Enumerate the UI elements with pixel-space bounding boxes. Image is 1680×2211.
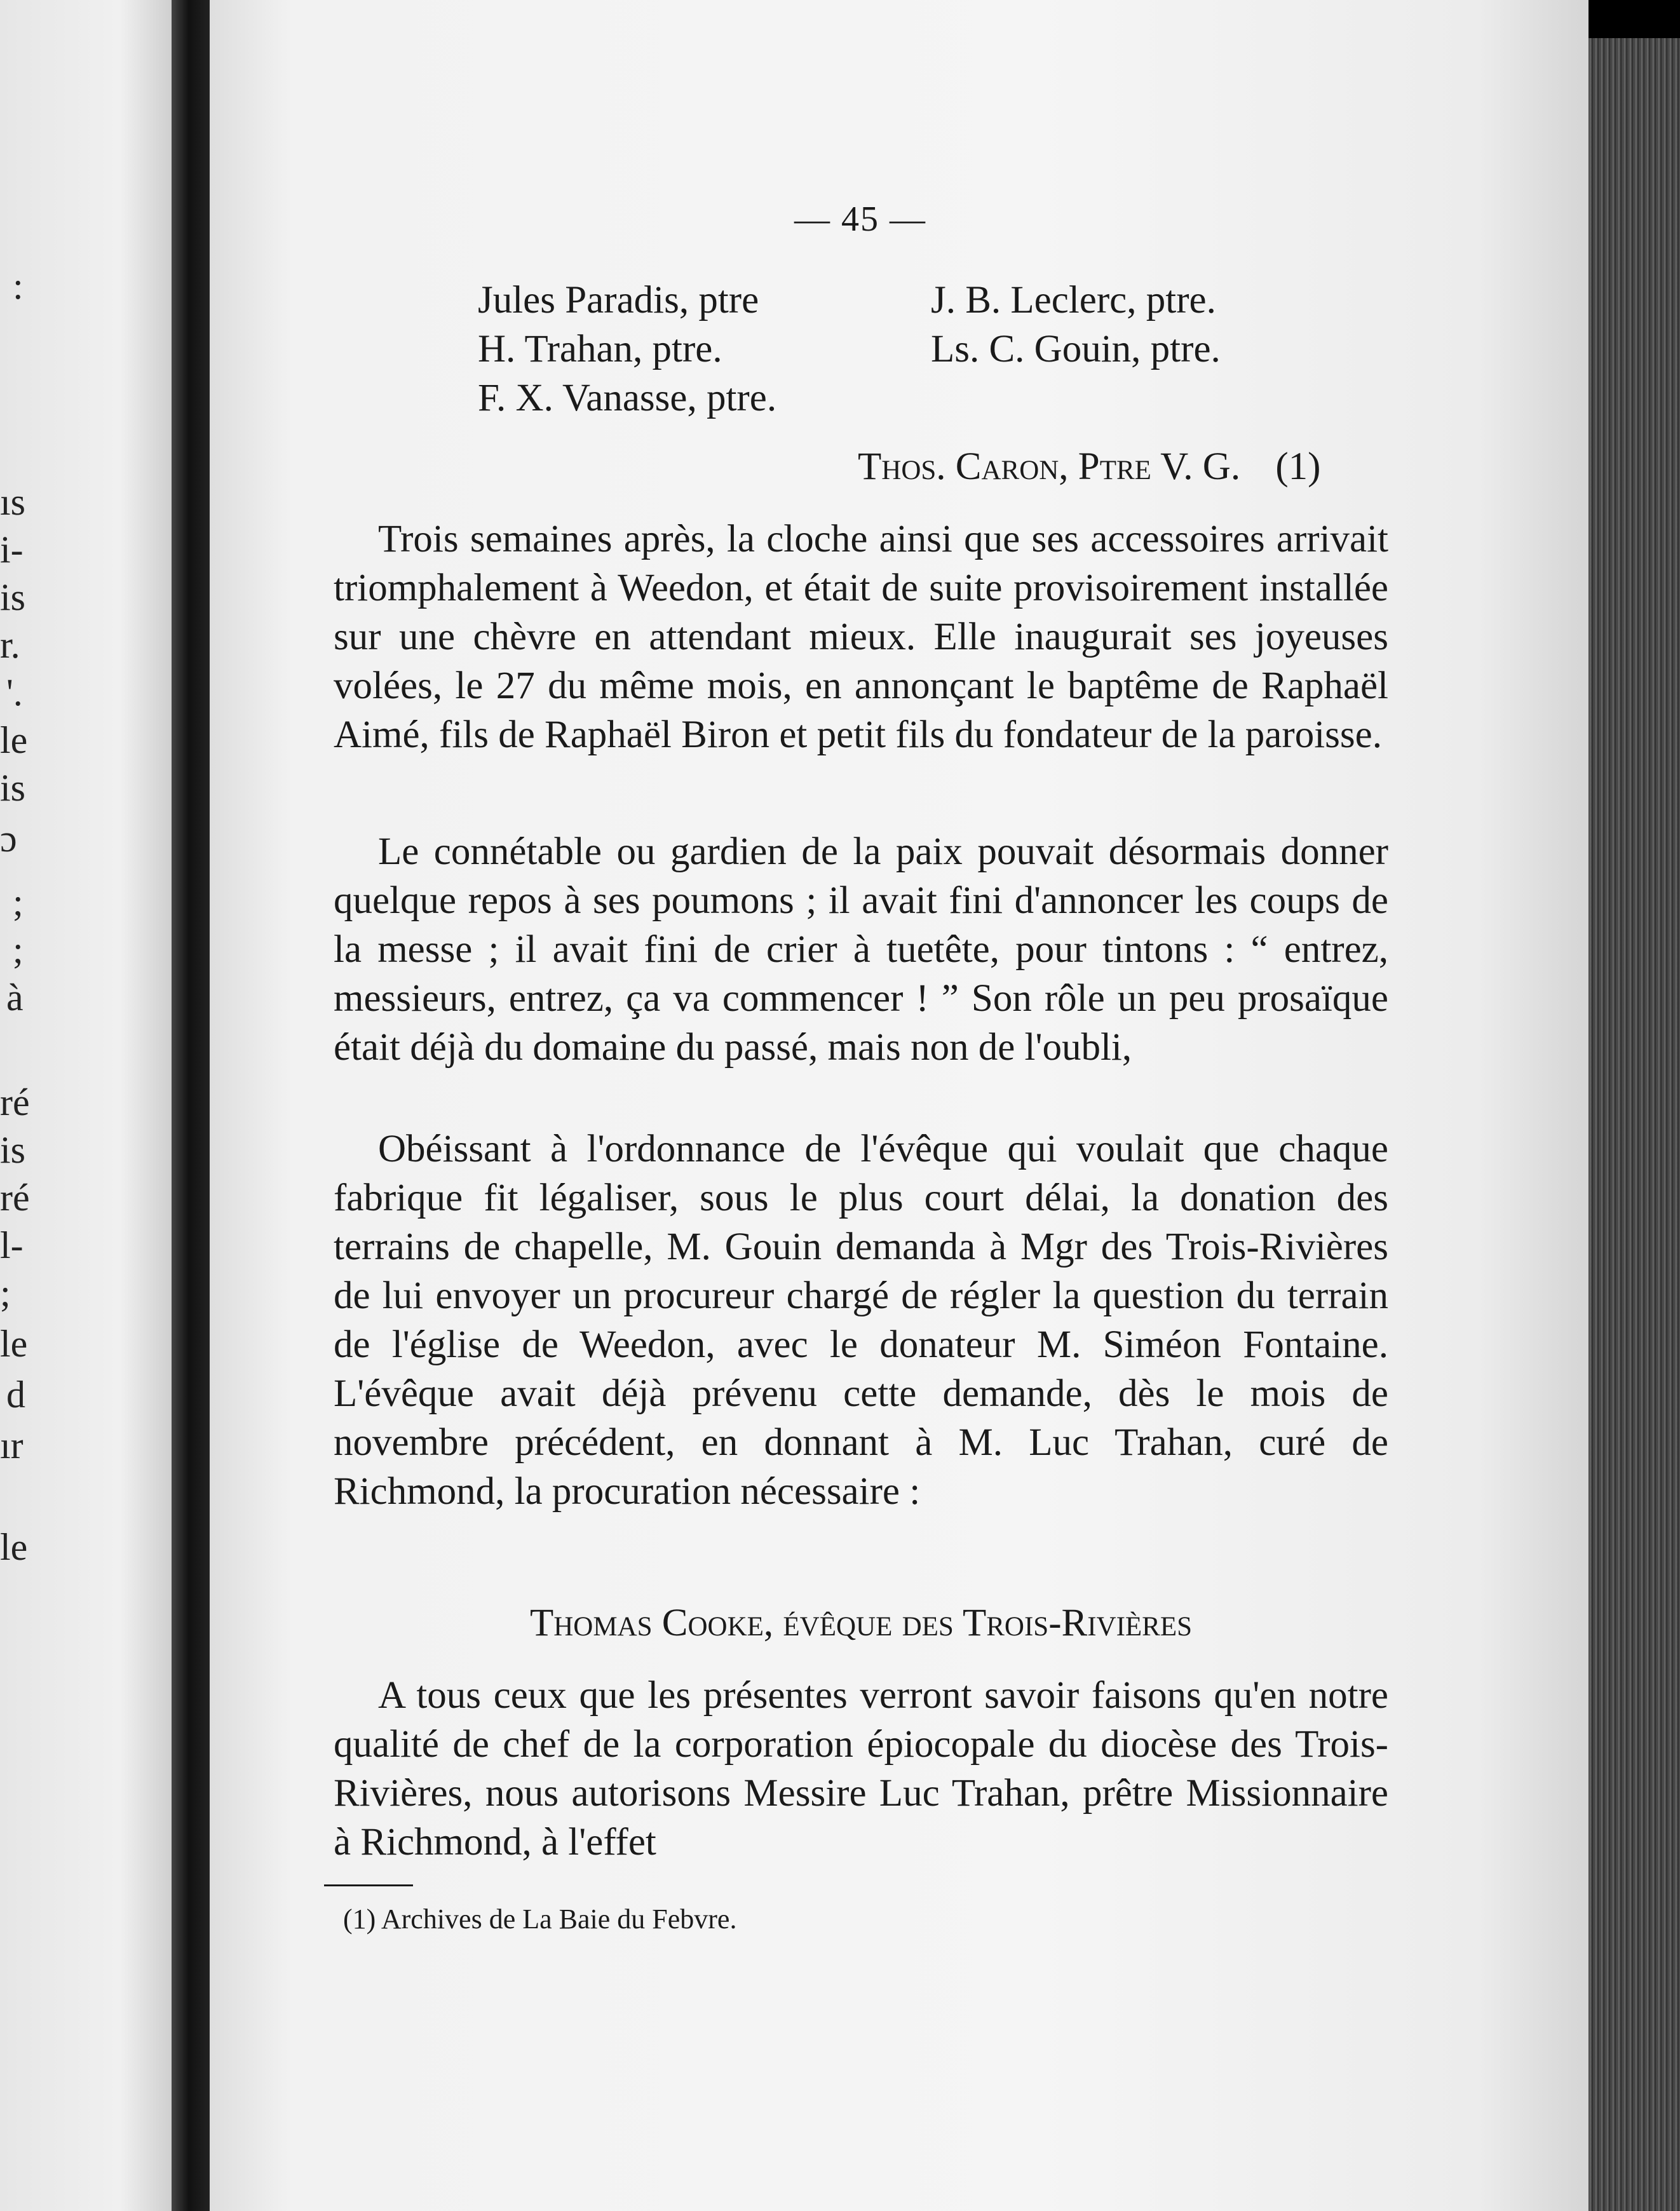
signatory: J. B. Leclerc, ptre. [931, 279, 1216, 321]
facing-page-fragment: is [0, 576, 26, 618]
facing-page-fragment: ré [0, 1081, 30, 1123]
paragraph [334, 1671, 1388, 1867]
footnote-reference: (1) [1275, 445, 1321, 488]
facing-page-fragment: is [0, 767, 26, 809]
facing-page-fragment: le [0, 1323, 28, 1365]
paragraph [334, 515, 1388, 759]
facing-page-fragment: '. [6, 672, 23, 713]
page-edges [1589, 38, 1680, 2211]
signatory: Jules Paradis, ptre [478, 279, 759, 321]
footnote: (1) Archives de La Baie du Febvre. [343, 1903, 737, 1935]
signature-name: Thos. Caron, Ptre V. G. [858, 445, 1241, 488]
facing-page-fragment: le [0, 1526, 28, 1568]
paragraph-text: Le connétable ou gardien de la paix pouvait désormais donner quelque repos à ses poumons ; il avait fini d'annoncer les coups de la messe ; il avait fini de crier à tuetête, pour tintons : “ entrez, messieurs, entrez, ça va commencer ! ” Son rôle un peu prosaïque était déjà du domaine du passé, mais non de l'oubli, [334, 830, 1388, 1069]
paragraph [334, 827, 1388, 1072]
footnote-rule [324, 1884, 413, 1886]
facing-page-fragment: ; [13, 881, 24, 923]
paragraph-text: Obéissant à l'ordonnance de l'évêque qui voulait que chaque fabrique fit légaliser, sous le plus court délai, la donation des terrains de chapelle, M. Gouin demanda à Mgr des Trois-Rivières de lui envoyer un procureur chargé de régler la question du terrain de l'église de Weedon, avec le donateur M. Siméon Fontaine. L'évêque avait déjà prévenu cette demande, dès le mois de novembre précédent, en donnant à M. Luc Trahan, curé de Richmond, la procuration nécessaire : [334, 1128, 1388, 1513]
book-page [210, 0, 1589, 2211]
facing-page-fragment: à [6, 977, 24, 1018]
facing-page-fragment: : [13, 265, 24, 307]
facing-page-fragment: d [6, 1374, 25, 1416]
facing-page-fragment: ɔ [0, 818, 17, 860]
paragraph-text: A tous ceux que les présentes verront savoir faisons qu'en notre qualité de chef de la corporation épiocopale du diocèse des Trois-Rivières, nous autorisons Messire Luc Trahan, prêtre Missionnaire à Richmond, à l'effet [334, 1674, 1388, 1863]
facing-page-fragment: is [0, 1129, 26, 1171]
signatory: H. Trahan, ptre. [478, 328, 722, 370]
facing-page-fragment: le [0, 719, 28, 761]
signatory: Ls. C. Gouin, ptre. [931, 328, 1221, 370]
facing-page [0, 0, 172, 2211]
letter-heading: Thomas Cooke, évêque des Trois-Rivières [529, 1602, 1193, 1644]
book-gutter [172, 0, 210, 2211]
facing-page-fragment: ré [0, 1177, 30, 1219]
facing-page-fragment: ıs [0, 481, 26, 523]
paragraph [334, 1125, 1388, 1516]
facing-page-fragment: r. [0, 624, 20, 666]
facing-page-fragment: ; [13, 929, 24, 971]
signature-main [858, 445, 1320, 489]
facing-page-fragment: i- [0, 529, 24, 571]
page-number: — 45 — [794, 199, 926, 239]
paragraph-text: Trois semaines après, la cloche ainsi que ses accessoires arrivait triomphalement à Weedon, et était de suite provisoirement installée sur une chèvre en attendant mieux. Elle inaugurait ses joyeuses volées, le 27 du même mois, en annonçant le baptême de Raphaël Aimé, fils de Raphaël Biron et petit fils du fondateur de la paroisse. [334, 518, 1388, 756]
page-edge-shadow [1589, 0, 1680, 38]
facing-page-fragment: ır [0, 1424, 24, 1466]
facing-page-fragment: ; [0, 1272, 11, 1314]
signatory: F. X. Vanasse, ptre. [478, 377, 777, 419]
facing-page-fragment: l- [0, 1224, 24, 1266]
